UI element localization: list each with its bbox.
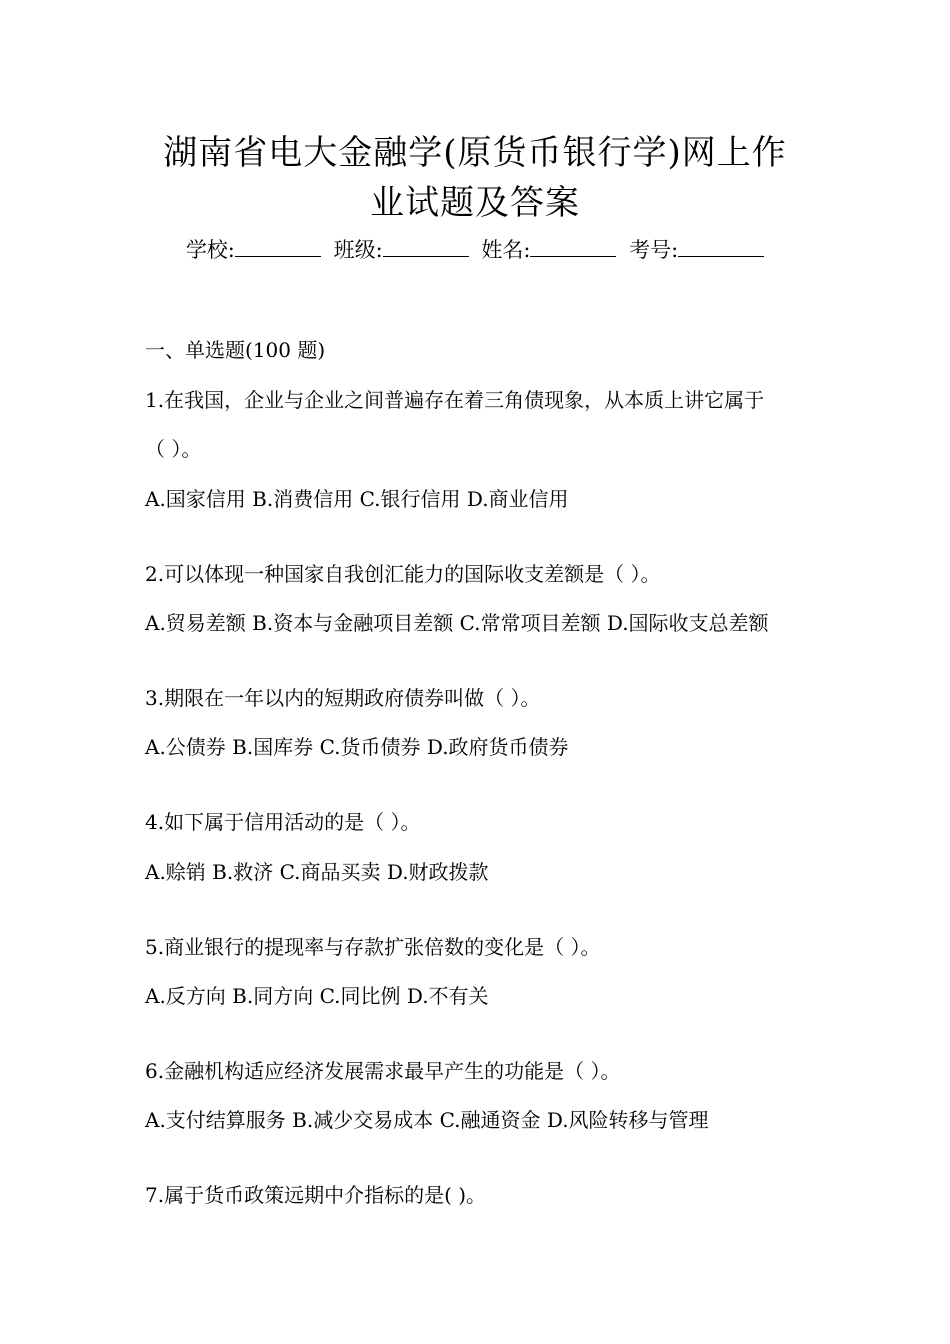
- question-2-stem: 2.可以体现一种国家自我创汇能力的国际收支差额是（ ）。: [145, 562, 661, 586]
- student-info-line: [100, 234, 850, 266]
- question-2-options: A.贸易差额 B.资本与金融项目差额 C.常常项目差额 D.国际收支总差额: [145, 611, 769, 635]
- question-1-stem-continued: （ ）。: [145, 437, 202, 461]
- question-5-options: A.反方向 B.同方向 C.同比例 D.不有关: [145, 984, 489, 1008]
- question-6-stem: 6.金融机构适应经济发展需求最早产生的功能是（ ）。: [145, 1059, 621, 1083]
- school-blank: [235, 236, 321, 257]
- question-5-stem: 5.商业银行的提现率与存款扩张倍数的变化是（ ）。: [145, 935, 601, 959]
- info-field-school: [186, 238, 321, 262]
- question-1-stem: 1.在我国，企业与企业之间普遍存在着三角债现象，从本质上讲它属于: [145, 388, 765, 412]
- info-label-school: 学校:: [185, 238, 235, 262]
- exam-number-blank: [678, 236, 764, 257]
- question-1-options: A.国家信用 B.消费信用 C.银行信用 D.商业信用: [145, 487, 569, 511]
- question-7-stem: 7.属于货币政策远期中介指标的是( )。: [145, 1183, 487, 1207]
- question-3-stem: 3.期限在一年以内的短期政府债券叫做（ ）。: [145, 686, 541, 710]
- question-3-options: A.公债券 B.国库券 C.货币债券 D.政府货币债券: [145, 735, 569, 759]
- info-label-name: 姓名:: [481, 238, 531, 262]
- document-title-line-2: 业试题及答案: [370, 183, 580, 223]
- info-field-exam-number: [629, 238, 764, 262]
- info-field-class: [334, 238, 469, 262]
- document-title-line-1: 湖南省电大金融学(原货币银行学)网上作: [163, 133, 787, 173]
- section-title: 一、单选题(100 题): [145, 338, 326, 362]
- question-6-options: A.支付结算服务 B.减少交易成本 C.融通资金 D.风险转移与管理: [145, 1108, 709, 1132]
- info-label-class: 班级:: [333, 238, 383, 262]
- question-4-stem: 4.如下属于信用活动的是（ ）。: [145, 810, 421, 834]
- question-4-options: A.赊销 B.救济 C.商品买卖 D.财政拨款: [145, 860, 489, 884]
- info-label-exam-number: 考号:: [629, 238, 679, 262]
- class-blank: [383, 236, 469, 257]
- info-field-name: [481, 238, 616, 262]
- name-blank: [530, 236, 616, 257]
